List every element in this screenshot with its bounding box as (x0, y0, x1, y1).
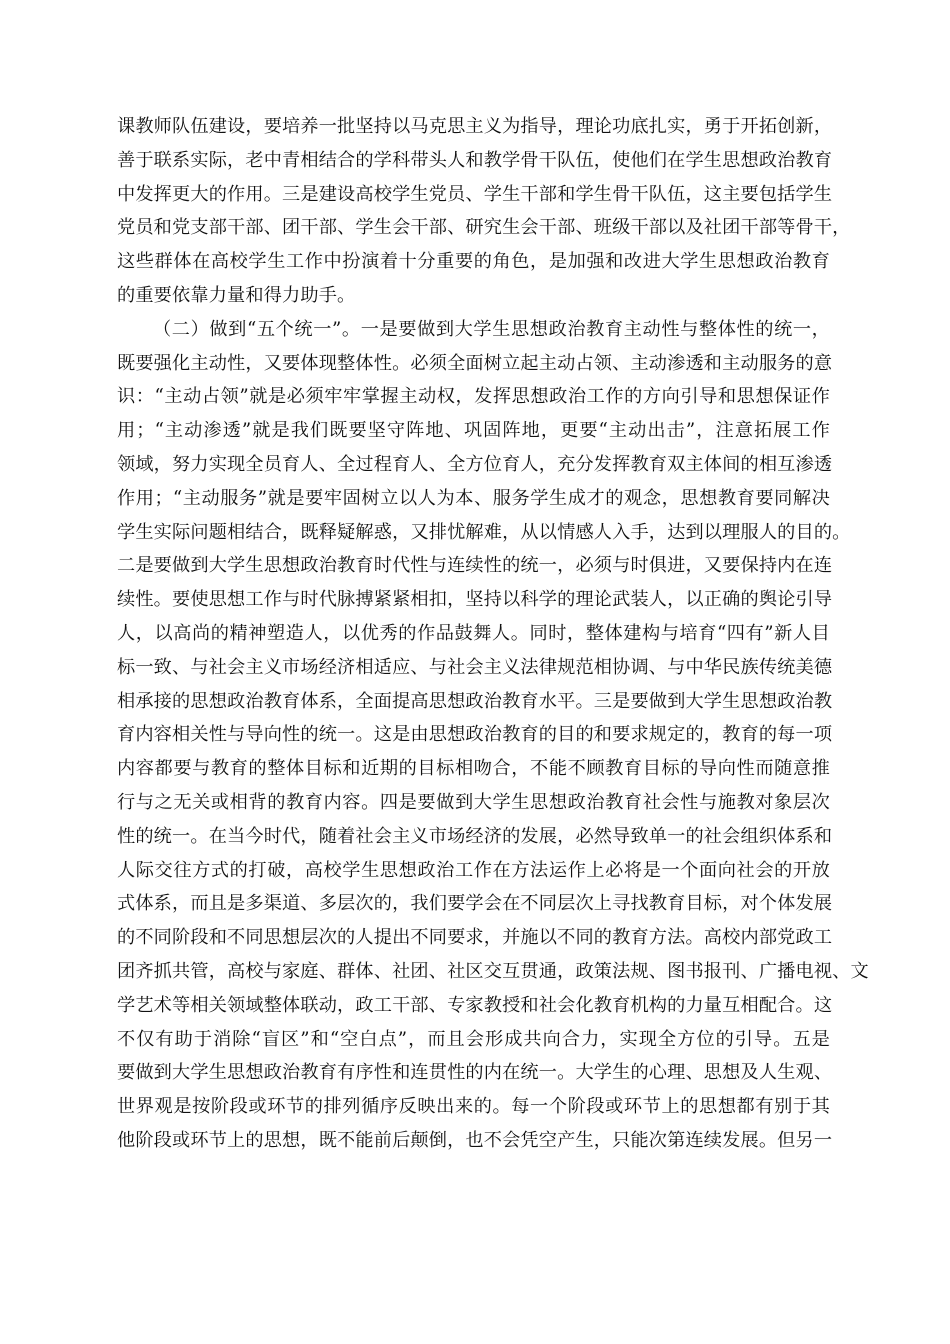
text-line: 既要强化主动性，又要体现整体性。必须全面树立起主动占领、主动渗透和主动服务的意 (117, 352, 833, 374)
text-line: 的不同阶段和不同思想层次的人提出不同要求，并施以不同的教育方法。高校内部党政工 (117, 927, 833, 949)
text-line: 不仅有助于消除“盲区”和“空白点”，而且会形成共向合力，实现全方位的引导。五是 (117, 1028, 830, 1050)
text-line: 用；“主动渗透”就是我们既要坚守阵地、巩固阵地，更要“主动出击”，注意拓展工作 (117, 420, 830, 442)
text-line: （二）做到“五个统一”。一是要做到大学生思想政治教育主动性与整体性的统一， (153, 318, 830, 340)
text-line: 世界观是按阶段或环节的排列循序反映出来的。每一个阶段或环节上的思想都有别于其 (117, 1096, 830, 1118)
text-line: 团齐抓共管，高校与家庭、群体、社团、社区交互贯通，政策法规、图书报刊、广播电视、文 (117, 960, 869, 982)
text-line: 标一致、与社会主义市场经济相适应、与社会主义法律规范相协调、与中华民族传统美德 (117, 656, 833, 678)
text-line: 善于联系实际，老中青相结合的学科带头人和教学骨干队伍，使他们在学生思想政治教育 (117, 149, 833, 171)
text-line: 式体系，而且是多渠道、多层次的，我们要学会在不同层次上寻找教育目标，对个体发展 (117, 893, 833, 915)
text-line: 识：“主动占领”就是必须牢牢掌握主动权，发挥思想政治工作的方向引导和思想保证作 (117, 386, 830, 408)
text-line: 人，以高尚的精神塑造人，以优秀的作品鼓舞人。同时，整体建构与培育“四有”新人目 (117, 622, 830, 644)
text-line: 相承接的思想政治教育体系，全面提高思想政治教育水平。三是要做到大学生思想政治教 (117, 690, 833, 712)
text-line: 学生实际问题相结合，既释疑解惑，又排忧解难，从以情感人入手，达到以理服人的目的。 (117, 521, 851, 543)
text-line: 作用；“主动服务”就是要牢固树立以人为本、服务学生成才的观念，思想教育要同解决 (117, 487, 830, 509)
text-line: 育内容相关性与导向性的统一。这是由思想政治教育的目的和要求规定的，教育的每一项 (117, 724, 833, 746)
paragraph-2 (117, 313, 869, 1158)
text-line: 党员和党支部干部、团干部、学生会干部、研究生会干部、班级干部以及社团干部等骨干， (117, 217, 851, 239)
text-line: 中发挥更大的作用。三是建设高校学生党员、学生干部和学生骨干队伍，这主要包括学生 (117, 183, 833, 205)
text-line: 这些群体在高校学生工作中扮演着十分重要的角色，是加强和改进大学生思想政治教育 (117, 251, 830, 273)
text-line: 内容都要与教育的整体目标和近期的目标相吻合，不能不顾教育目标的导向性而随意推 (117, 758, 830, 780)
text-line: 要做到大学生思想政治教育有序性和连贯性的内在统一。大学生的心理、思想及人生观、 (117, 1062, 833, 1084)
text-line: 二是要做到大学生思想政治教育时代性与连续性的统一，必须与时俱进，又要保持内在连 (117, 555, 833, 577)
text-line: 的重要依靠力量和得力助手。 (117, 284, 356, 306)
text-line: 续性。要使思想工作与时代脉搏紧紧相扣，坚持以科学的理论武装人，以正确的舆论引导 (117, 589, 833, 611)
text-line: 人际交往方式的打破，高校学生思想政治工作在方法运作上必将是一个面向社会的开放 (117, 859, 830, 881)
text-line: 行与之无关或相背的教育内容。四是要做到大学生思想政治教育社会性与施教对象层次 (117, 791, 830, 813)
text-line: 他阶段或环节上的思想，既不能前后颠倒，也不会凭空产生，只能次第连续发展。但另一 (117, 1129, 833, 1151)
text-line: 领域，努力实现全员育人、全过程育人、全方位育人，充分发挥教育双主体间的相互渗透 (117, 453, 833, 475)
text-line: 课教师队伍建设，要培养一批坚持以马克思主义为指导，理论功底扎实，勇于开拓创新， (117, 116, 833, 137)
text-line: 性的统一。在当今时代，随着社会主义市场经济的发展，必然导致单一的社会组织体系和 (117, 825, 833, 847)
paragraph-1 (117, 110, 851, 313)
document-page (117, 110, 869, 1158)
text-line: 学艺术等相关领域整体联动，政工干部、专家教授和社会化教育机构的力量互相配合。这 (117, 994, 833, 1016)
